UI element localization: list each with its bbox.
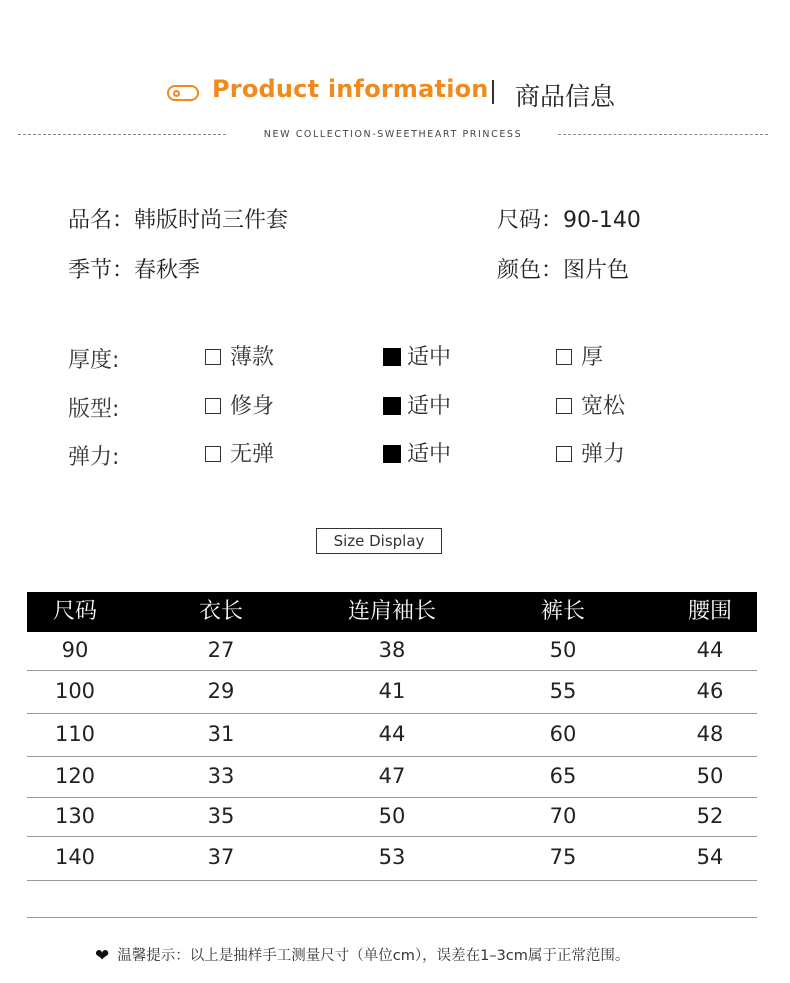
option-choice — [383, 389, 451, 420]
table-cell: 37 — [207, 845, 235, 869]
table-row — [27, 798, 757, 837]
table-cell: 120 — [54, 764, 96, 788]
table-cell: 31 — [207, 722, 235, 746]
table-cell: 33 — [207, 764, 235, 788]
table-cell: 70 — [549, 804, 577, 828]
table-row — [27, 837, 757, 881]
table-header-cell: 连肩袖长 — [347, 599, 436, 624]
unchecked-box-icon — [205, 398, 221, 414]
option-choice-label: 适中 — [407, 394, 452, 419]
table-header-cell: 衣长 — [198, 599, 243, 624]
checked-box-icon — [383, 445, 401, 463]
option-choice — [556, 340, 603, 371]
option-choice — [205, 389, 274, 420]
checked-box-icon — [383, 397, 401, 415]
option-choice-label: 适中 — [407, 442, 452, 467]
title-separator — [492, 80, 494, 104]
table-row — [27, 632, 757, 671]
note-text: 温馨提示：以上是抽样手工测量尺寸（单位cm），误差在1–3cm属于正常范围。 — [117, 948, 630, 964]
unchecked-box-icon — [556, 398, 572, 414]
info-season: 季节：春秋季 — [68, 258, 201, 283]
table-cell: 50 — [696, 764, 724, 788]
info-color: 颜色：图片色 — [497, 258, 630, 283]
option-choice-label: 修身 — [230, 394, 275, 419]
table-cell: 44 — [696, 638, 724, 662]
table-header — [27, 592, 757, 632]
table-cell: 41 — [378, 679, 406, 703]
table-cell: 53 — [378, 845, 406, 869]
table-cell: 46 — [696, 679, 724, 703]
table-row — [27, 714, 757, 757]
bottom-divider — [27, 917, 757, 918]
table-header-cell: 尺码 — [52, 599, 97, 624]
table-cell: 75 — [549, 845, 577, 869]
title-chinese: 商品信息 — [515, 82, 616, 111]
table-row — [27, 671, 757, 714]
option-choice-label: 适中 — [407, 345, 452, 370]
table-cell: 65 — [549, 764, 577, 788]
size-display-label: Size Display — [316, 528, 442, 554]
option-choice-label: 厚 — [581, 345, 604, 370]
checked-box-icon — [383, 348, 401, 366]
option-label: 版型: — [68, 397, 120, 422]
table-header-cell: 裤长 — [540, 599, 585, 624]
collection-subtitle: NEW COLLECTION-SWEETHEART PRINCESS — [263, 129, 523, 140]
option-label: 弹力: — [68, 445, 120, 470]
title-english: Product information — [212, 75, 489, 103]
table-body — [27, 632, 757, 881]
option-choice-label: 弹力 — [581, 442, 626, 467]
unchecked-box-icon — [205, 349, 221, 365]
table-cell: 100 — [54, 679, 96, 703]
table-cell: 52 — [696, 804, 724, 828]
info-size-range: 尺码：90-140 — [497, 208, 641, 233]
size-table — [27, 592, 757, 881]
option-choice-label: 薄款 — [230, 345, 275, 370]
table-cell: 47 — [378, 764, 406, 788]
unchecked-box-icon — [205, 446, 221, 462]
table-cell: 54 — [696, 845, 724, 869]
heart-icon: ❤ — [95, 946, 110, 966]
unchecked-box-icon — [556, 446, 572, 462]
table-cell: 110 — [54, 722, 96, 746]
subtitle-row — [18, 126, 768, 144]
toggle-pill-icon — [167, 85, 199, 101]
option-choice — [383, 340, 451, 371]
table-header-cell: 腰围 — [687, 599, 732, 624]
table-cell: 35 — [207, 804, 235, 828]
option-choice-label: 无弹 — [230, 442, 275, 467]
table-cell: 90 — [61, 638, 89, 662]
table-cell: 140 — [54, 845, 96, 869]
table-cell: 50 — [378, 804, 406, 828]
table-cell: 27 — [207, 638, 235, 662]
table-cell: 60 — [549, 722, 577, 746]
option-choice — [556, 437, 625, 468]
option-choice — [556, 389, 625, 420]
table-cell: 130 — [54, 804, 96, 828]
option-choice — [383, 437, 451, 468]
unchecked-box-icon — [556, 349, 572, 365]
page-header — [0, 70, 790, 120]
measurement-note — [95, 944, 629, 966]
info-product-name: 品名：韩版时尚三件套 — [68, 208, 289, 233]
table-cell: 55 — [549, 679, 577, 703]
table-cell: 29 — [207, 679, 235, 703]
table-cell: 44 — [378, 722, 406, 746]
option-choice — [205, 340, 274, 371]
option-choice-label: 宽松 — [581, 394, 626, 419]
dashed-divider-right — [558, 134, 768, 135]
table-row — [27, 757, 757, 798]
option-label: 厚度: — [68, 348, 120, 373]
table-cell: 38 — [378, 638, 406, 662]
option-choice — [205, 437, 274, 468]
table-cell: 50 — [549, 638, 577, 662]
table-cell: 48 — [696, 722, 724, 746]
